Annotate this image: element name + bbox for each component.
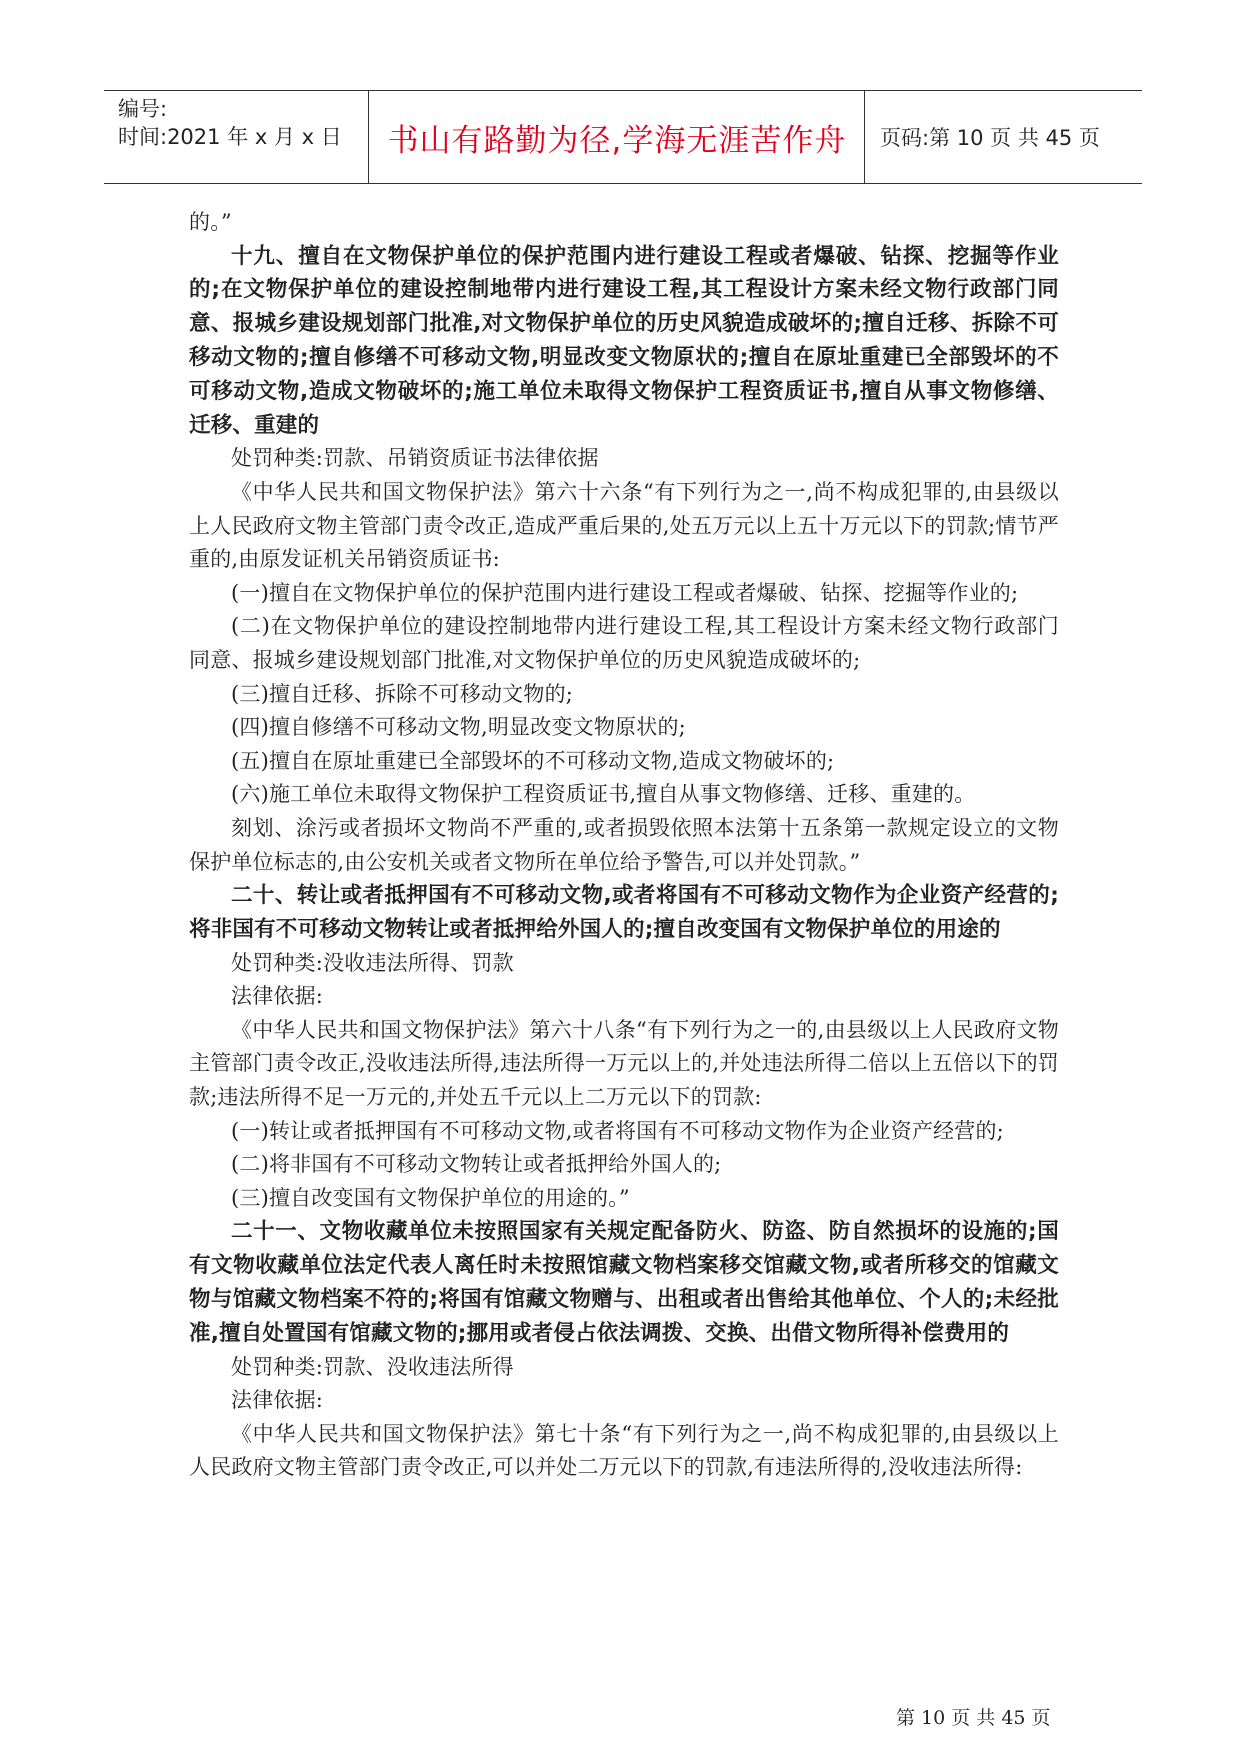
- body-paragraph: (三)擅自改变国有文物保护单位的用途的。”: [231, 1185, 630, 1210]
- body-paragraph: (四)擅自修缮不可移动文物,明显改变文物原状的;: [231, 715, 686, 740]
- page-footer: 第 10 页 共 45 页: [896, 1707, 1051, 1729]
- body-paragraph: (六)施工单位未取得文物保护工程资质证书,擅自从事文物修缮、迁移、重建的。: [231, 782, 976, 807]
- body-paragraph: 《中华人民共和国文物保护法》第七十条“有下列行为之一,尚不构成犯罪的,由县级以上人民政府文物主管部门责令改正,可以并处二万元以下的罚款,有违法所得的,没收违法所得:: [189, 1421, 1059, 1480]
- body-paragraph: (五)擅自在原址重建已全部毁坏的不可移动文物,造成文物破坏的;: [231, 748, 835, 773]
- header-motto: 书山有路勤为径,学海无涯苦作舟: [387, 122, 847, 159]
- body-paragraph: (三)擅自迁移、拆除不可移动文物的;: [231, 681, 574, 706]
- body-paragraph: 法律依据:: [231, 1388, 324, 1413]
- body-paragraph: (一)擅自在文物保护单位的保护范围内进行建设工程或者爆破、钻探、挖掘等作业的;: [231, 580, 1019, 605]
- header-right-cell: [866, 91, 1142, 183]
- header-page-info: 页码:第 10 页 共 45 页: [880, 126, 1100, 150]
- body-paragraph: 法律依据:: [231, 984, 324, 1009]
- document-body: [189, 206, 1059, 1485]
- section-heading: 二十一、文物收藏单位未按照国家有关规定配备防火、防盗、防自然损坏的设施的;国有文物收藏单位法定代表人离任时未按照馆藏文物档案移交馆藏文物,或者所移交的馆藏文物与馆藏文物档案不符的;将国有馆藏文物赠与、出租或者出售给其他单位、个人的;未经批准,擅自处置国有馆藏文物的;挪用或者侵占依法调拨、交换、出借文物所得补偿费用的: [189, 1219, 1059, 1346]
- document-number-label: 编号:: [118, 97, 168, 121]
- body-paragraph: 《中华人民共和国文物保护法》第六十六条“有下列行为之一,尚不构成犯罪的,由县级以上人民政府文物主管部门责令改正,造成严重后果的,处五万元以上五十万元以下的罚款;情节严重的,由原发证机关吊销资质证书:: [189, 479, 1059, 572]
- document-time-label: 时间:2021 年 x 月 x 日: [118, 125, 342, 149]
- body-paragraph: (二)将非国有不可移动文物转让或者抵押给外国人的;: [231, 1152, 722, 1177]
- body-paragraph: (一)转让或者抵押国有不可移动文物,或者将国有不可移动文物作为企业资产经营的;: [231, 1118, 1004, 1143]
- body-paragraph: 处罚种类:罚款、吊销资质证书法律依据: [231, 446, 599, 471]
- section-heading: 十九、擅自在文物保护单位的保护范围内进行建设工程或者爆破、钻探、挖掘等作业的;在文物保护单位的建设控制地带内进行建设工程,其工程设计方案未经文物行政部门同意、报城乡建设规划部门批准,对文物保护单位的历史风貌造成破坏的;擅自迁移、拆除不可移动文物的;擅自修缮不可移动文物,明显改变文物原状的;擅自在原址重建已全部毁坏的不可移动文物,造成文物破坏的;施工单位未取得文物保护工程资质证书,擅自从事文物修缮、迁移、重建的: [189, 243, 1059, 438]
- header-left-cell: [104, 91, 369, 183]
- body-paragraph: (二)在文物保护单位的建设控制地带内进行建设工程,其工程设计方案未经文物行政部门同意、报城乡建设规划部门批准,对文物保护单位的历史风貌造成破坏的;: [189, 614, 1059, 672]
- page-header: [104, 90, 1142, 184]
- body-paragraph: 处罚种类:罚款、没收违法所得: [231, 1354, 514, 1379]
- body-paragraph: 刻划、涂污或者损坏文物尚不严重的,或者损毁依照本法第十五条第一款规定设立的文物保护单位标志的,由公安机关或者文物所在单位给予警告,可以并处罚款。”: [189, 815, 1059, 874]
- section-heading: 二十、转让或者抵押国有不可移动文物,或者将国有不可移动文物作为企业资产经营的;将非国有不可移动文物转让或者抵押给外国人的;擅自改变国有文物保护单位的用途的: [189, 883, 1059, 942]
- body-paragraph: 处罚种类:没收违法所得、罚款: [231, 950, 514, 975]
- header-middle-cell: [370, 91, 865, 183]
- body-paragraph: 的。”: [189, 210, 232, 234]
- body-paragraph: 《中华人民共和国文物保护法》第六十八条“有下列行为之一的,由县级以上人民政府文物主管部门责令改正,没收违法所得,违法所得一万元以上的,并处违法所得二倍以上五倍以下的罚款;违法所得不足一万元的,并处五千元以上二万元以下的罚款:: [189, 1017, 1059, 1110]
